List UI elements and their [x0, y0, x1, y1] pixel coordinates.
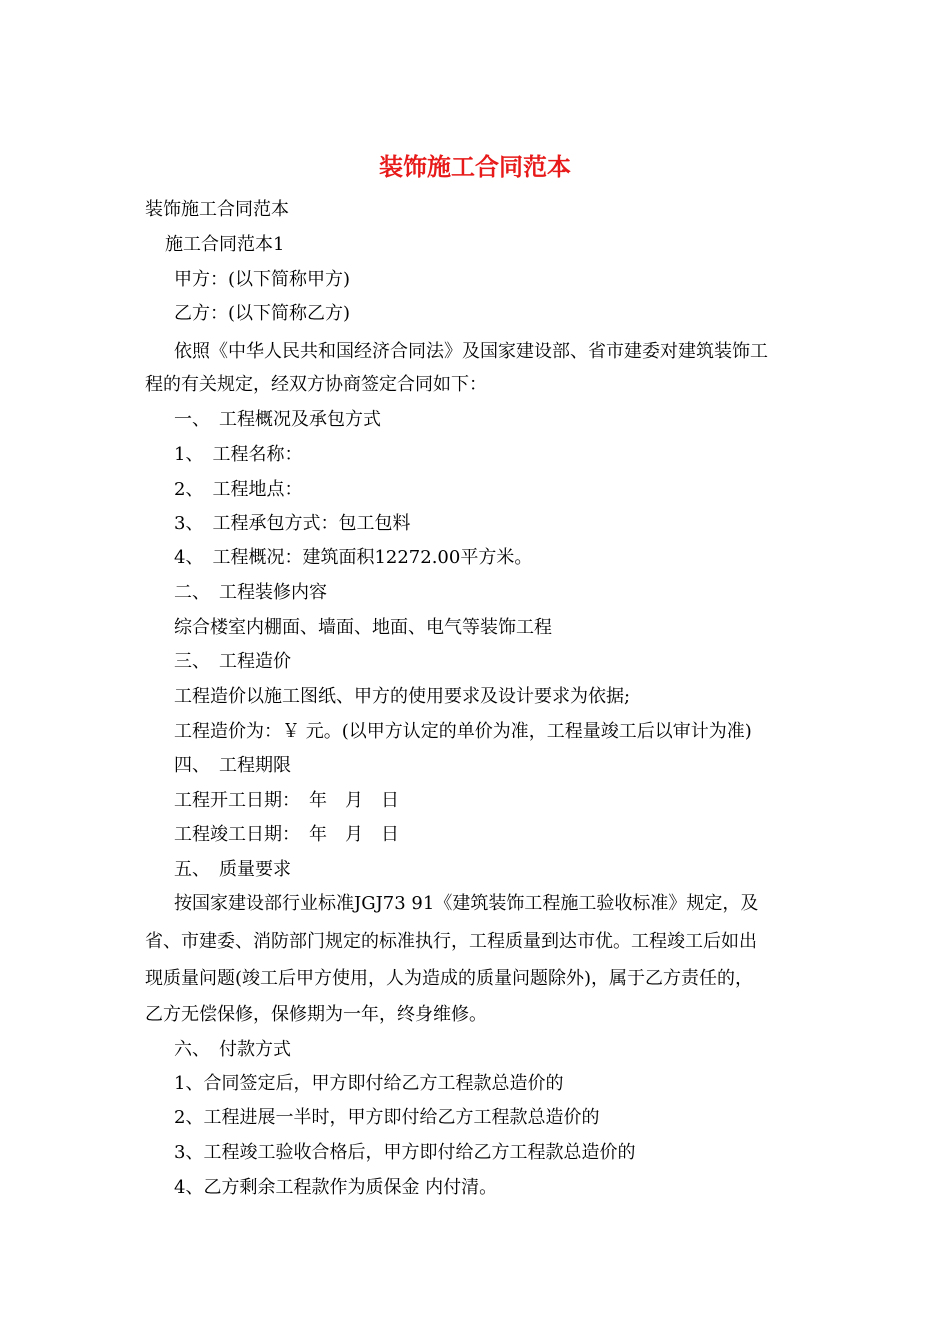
doc-line-25: 六、 付款方式 — [174, 1039, 291, 1060]
doc-line-28: 3、工程竣工验收合格后，甲方即付给乙方工程款总造价的 — [174, 1142, 636, 1163]
doc-line-24: 乙方无偿保修，保修期为一年，终身维修。 — [145, 1004, 487, 1025]
doc-line-7: 一、 工程概况及承包方式 — [174, 409, 381, 430]
doc-line-29: 4、乙方剩余工程款作为质保金 内付清。 — [174, 1177, 498, 1198]
doc-line-27: 2、工程进展一半时，甲方即付给乙方工程款总造价的 — [174, 1107, 600, 1128]
doc-line-22: 省、市建委、消防部门规定的标准执行，工程质量到达市优。工程竣工后如出 — [145, 931, 757, 952]
document-title: 装饰施工合同范本 — [379, 152, 571, 181]
doc-line-23: 现质量问题(竣工后甲方使用，人为造成的质量问题除外)，属于乙方责任的， — [145, 968, 754, 989]
doc-line-18: 工程开工日期： 年 月 日 — [174, 790, 399, 811]
doc-line-16: 工程造价为：￥ 元。(以甲方认定的单价为准，工程量竣工后以审计为准) — [174, 721, 752, 742]
doc-line-1: 装饰施工合同范本 — [145, 199, 289, 220]
doc-line-5: 依照《中华人民共和国经济合同法》及国家建设部、省市建委对建筑装饰工 — [174, 341, 768, 362]
doc-line-8: 1、 工程名称： — [174, 444, 303, 465]
doc-line-19: 工程竣工日期： 年 月 日 — [174, 824, 399, 845]
doc-line-9: 2、 工程地点： — [174, 479, 303, 500]
doc-line-12: 二、 工程装修内容 — [174, 582, 327, 603]
doc-line-3: 甲方：(以下简称甲方) — [174, 269, 351, 290]
doc-line-15: 工程造价以施工图纸、甲方的使用要求及设计要求为依据; — [174, 686, 631, 707]
doc-line-17: 四、 工程期限 — [174, 755, 291, 776]
doc-line-14: 三、 工程造价 — [174, 651, 291, 672]
doc-line-26: 1、合同签定后，甲方即付给乙方工程款总造价的 — [174, 1073, 564, 1094]
doc-line-20: 五、 质量要求 — [174, 859, 291, 880]
doc-line-6: 程的有关规定，经双方协商签定合同如下： — [145, 374, 487, 395]
doc-line-10: 3、 工程承包方式：包工包料 — [174, 513, 411, 534]
doc-line-13: 综合楼室内棚面、墙面、地面、电气等装饰工程 — [174, 617, 552, 638]
doc-line-4: 乙方：(以下简称乙方) — [174, 303, 351, 324]
doc-line-2: 施工合同范本1 — [165, 234, 285, 255]
doc-line-11: 4、 工程概况：建筑面积12272.00平方米。 — [174, 547, 533, 568]
doc-line-21: 按国家建设部行业标准JGJ73 91《建筑装饰工程施工验收标准》规定，及 — [174, 893, 759, 914]
